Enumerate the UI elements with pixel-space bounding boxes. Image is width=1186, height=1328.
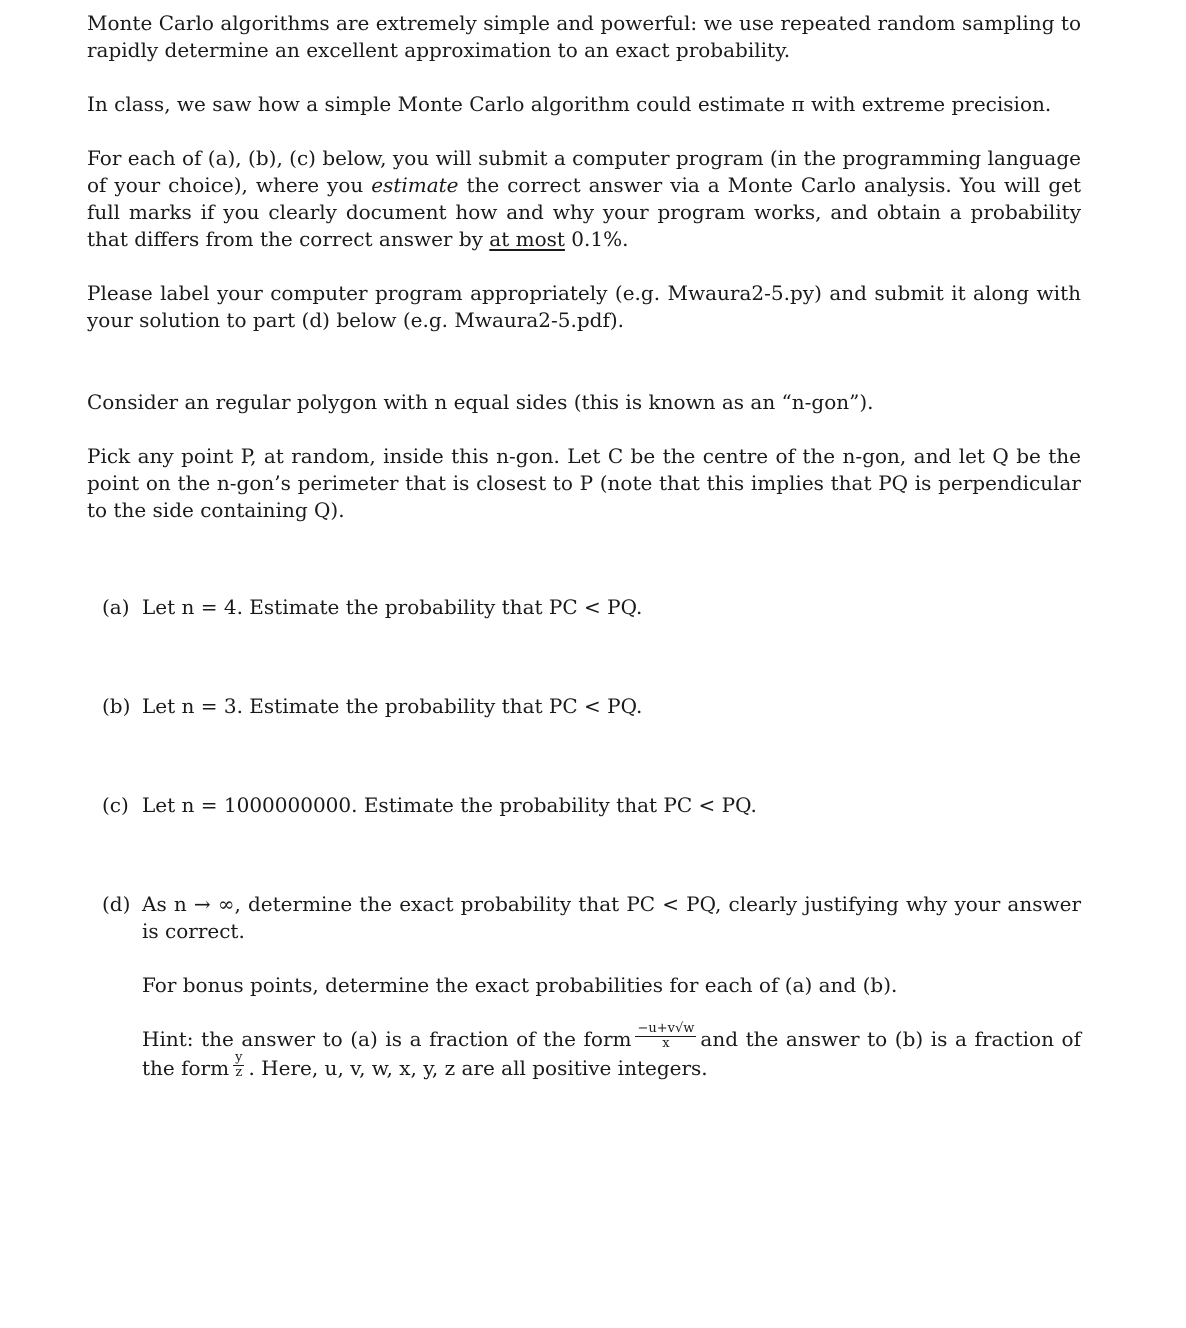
- problem-paragraph-1: Consider an regular polygon with n equal sides (this is known as an “n-gon”).: [87, 390, 874, 414]
- hint-text: [142, 1021, 1081, 1084]
- intro-p3-emphasis: estimate: [371, 173, 459, 197]
- intro-paragraph-3: [87, 145, 1081, 253]
- part-a-label: (a): [102, 595, 130, 619]
- part-c: [87, 792, 1081, 819]
- hint-fraction-b: [233, 1051, 244, 1080]
- part-d: [87, 891, 1081, 1084]
- part-b-text: Let n = 3. Estimate the probability that PC < PQ.: [142, 694, 643, 718]
- hint-part2: and the answer to (b) is a fraction of the form: [142, 1027, 1081, 1080]
- bonus-text: For bonus points, determine the exact probabilities for each of (a) and (b).: [142, 973, 898, 997]
- intro-p3-underline: at most: [489, 227, 565, 251]
- part-c-label: (c): [102, 793, 129, 817]
- hint-fraction-a-denominator: x: [662, 1036, 670, 1051]
- intro-p3-part3: 0.1%.: [564, 227, 629, 251]
- part-c-text: Let n = 1000000000. Estimate the probability that PC < PQ.: [142, 793, 757, 817]
- hint-fraction-b-numerator: y: [235, 1050, 243, 1065]
- intro-p3-part1: For each of (a), (b), (c) below, you will submit a computer program (in the programming language of your choice), where you: [87, 146, 1081, 197]
- intro-paragraph-4: Please label your computer program appropriately (e.g. Mwaura2-5.py) and submit it along with your solution to part (d) below (e.g. Mwaura2-5.pdf).: [87, 281, 1081, 332]
- part-a-text: Let n = 4. Estimate the probability that PC < PQ.: [142, 595, 643, 619]
- part-d-label: (d): [102, 892, 131, 916]
- assignment-page: [87, 10, 1081, 1084]
- part-b: [87, 693, 1081, 720]
- intro-paragraph-2: In class, we saw how a simple Monte Carlo algorithm could estimate π with extreme precision.: [87, 92, 1052, 116]
- hint-part3: . Here, u, v, w, x, y, z are all positive integers.: [248, 1056, 708, 1080]
- hint-fraction-a: [635, 1022, 696, 1051]
- hint-fraction-a-numerator: −u+v√w: [637, 1021, 695, 1036]
- intro-paragraph-1: Monte Carlo algorithms are extremely simple and powerful: we use repeated random sampling to rapidly determine an excellent approximation to an exact probability.: [87, 11, 1081, 62]
- problem-paragraph-2: Pick any point P, at random, inside this n-gon. Let C be the centre of the n-gon, and let Q be the point on the n-gon’s perimeter that is closest to P (note that this implies that PQ is perpendicular to the side containing Q).: [87, 444, 1081, 522]
- part-b-label: (b): [102, 694, 131, 718]
- hint-fraction-b-denominator: z: [235, 1065, 243, 1080]
- part-a: [87, 594, 1081, 621]
- intro-p3-part2: the correct answer via a Monte Carlo analysis. You will get full marks if you clearly document how and why your program works, and obtain a probability that differs from the correct answer by: [87, 173, 1081, 251]
- part-d-text: As n → ∞, determine the exact probability that PC < PQ, clearly justifying why your answer is correct.: [142, 892, 1081, 943]
- hint-part1: Hint: the answer to (a) is a fraction of the form: [142, 1027, 632, 1051]
